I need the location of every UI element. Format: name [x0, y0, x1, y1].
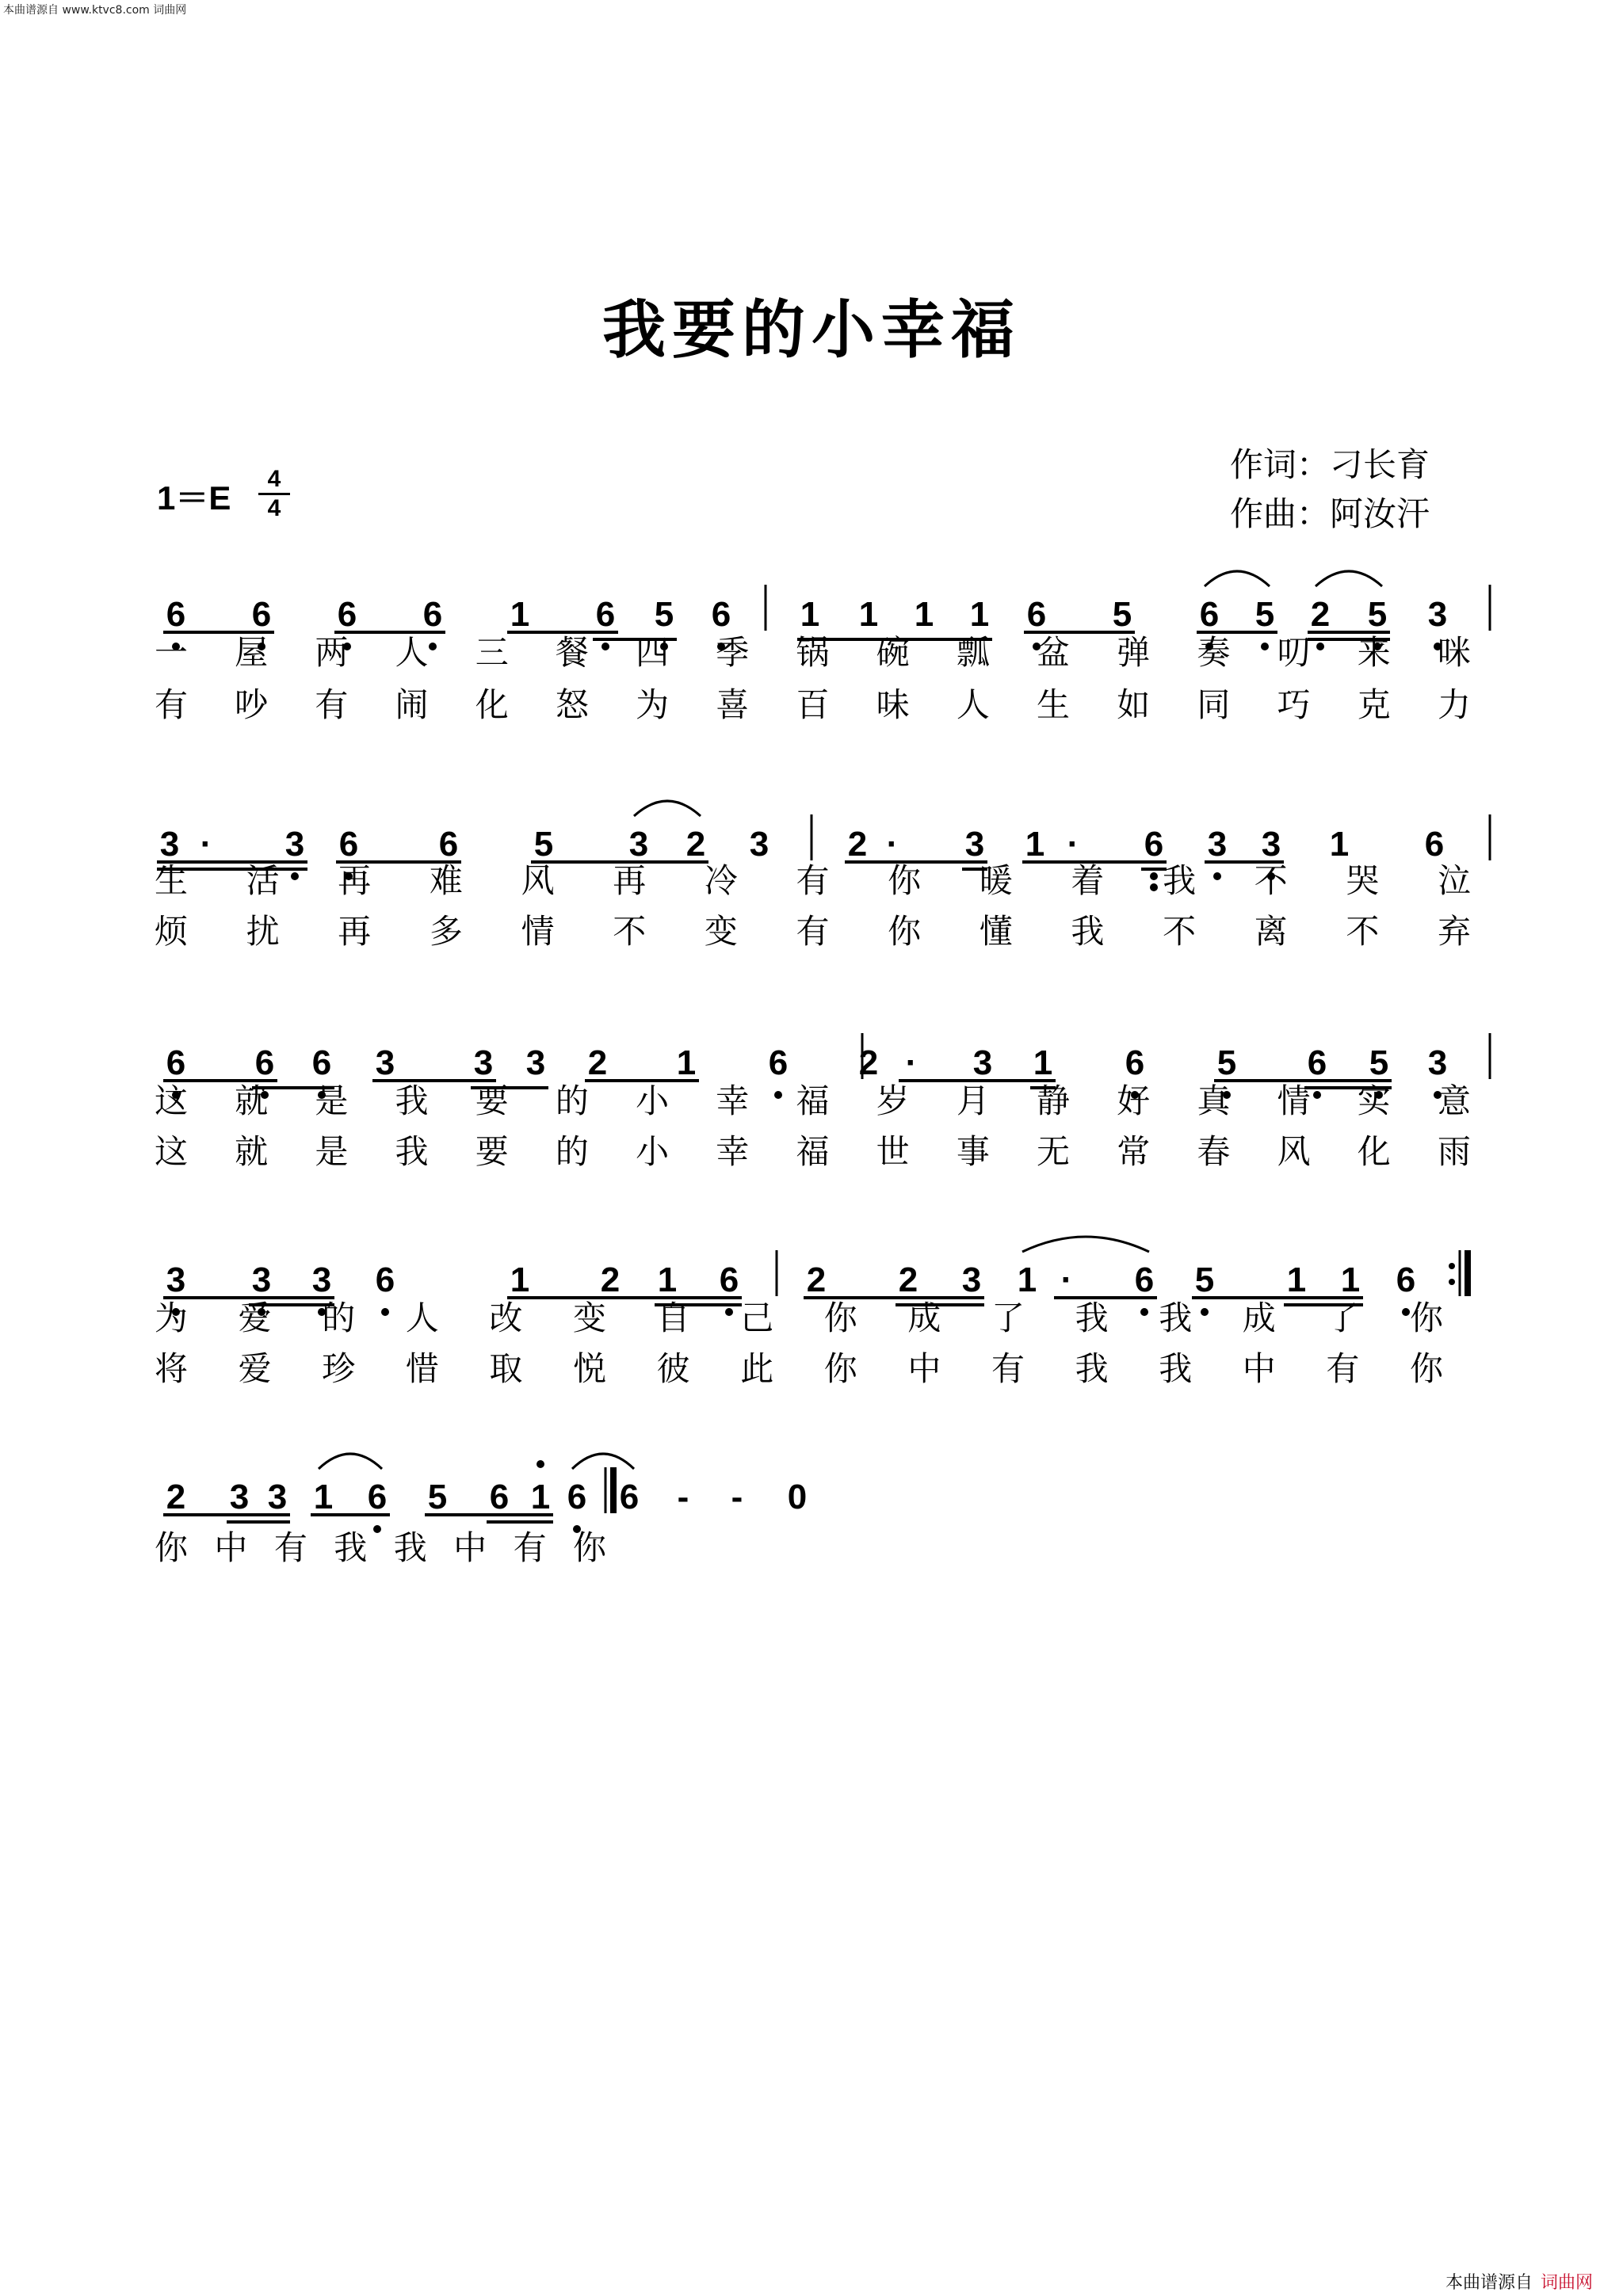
lyric-char: 离	[1254, 912, 1288, 951]
lyric-char: 屋	[235, 633, 269, 672]
lyric-char: 雨	[1437, 1132, 1472, 1171]
key-signature: 1＝E	[157, 479, 231, 517]
note: 3	[961, 1261, 982, 1299]
lyric-char: 福	[796, 1132, 830, 1171]
repeat-dot	[1449, 1263, 1455, 1269]
lyric-char: 实	[1357, 1081, 1391, 1120]
octave-dot	[1213, 872, 1221, 880]
lyric-char: 咪	[1437, 633, 1472, 672]
note: 1	[657, 1261, 678, 1299]
note: 5	[427, 1478, 448, 1516]
note: 6	[1199, 595, 1220, 634]
repeat-dot	[1449, 1279, 1455, 1285]
lyric-char: 闹	[395, 685, 429, 724]
note: 3	[1427, 595, 1448, 634]
note: 1	[1286, 1261, 1307, 1299]
lyric-char: 再	[338, 912, 372, 951]
lyric-char: 幸	[716, 1081, 750, 1120]
lyric-char: 不	[1346, 912, 1380, 951]
lyric-char: 有	[991, 1349, 1025, 1388]
lyric-char: 就	[235, 1132, 269, 1171]
lyric-char: 成	[1242, 1299, 1276, 1337]
note: 6	[1424, 825, 1445, 864]
note: 1	[1017, 1261, 1037, 1299]
note: 5	[1194, 1261, 1215, 1299]
note: 6	[567, 1478, 587, 1516]
lyric-char: 弹	[1117, 633, 1151, 672]
note: 6	[375, 1261, 395, 1299]
lyric-char: 你	[823, 1299, 857, 1337]
octave-dot	[381, 1308, 389, 1316]
top-watermark: 本曲谱源自 www.ktvc8.com 词曲网	[3, 4, 187, 17]
note: 5	[1369, 1043, 1389, 1082]
lyric-char: 同	[1197, 685, 1231, 724]
bottom-watermark-text: 本曲谱源自	[1445, 2273, 1533, 2293]
lyric-char: 就	[235, 1081, 269, 1120]
note: 6	[489, 1478, 510, 1516]
lyric-char: 锅	[796, 633, 830, 672]
note: 3	[972, 1043, 993, 1082]
octave-dot	[1150, 883, 1158, 891]
lyric-char: 无	[1037, 1132, 1071, 1171]
lyric-char: 己	[740, 1299, 774, 1337]
lyric-char: 吵	[235, 685, 269, 724]
note: 6	[337, 595, 357, 634]
lyric-char: 你	[1409, 1349, 1444, 1388]
lyric-char: 了	[991, 1299, 1025, 1337]
note: 5	[1367, 595, 1388, 634]
note: 3	[628, 825, 649, 864]
lyric-char: 四	[636, 633, 670, 672]
lyric-char: 爱	[238, 1299, 272, 1337]
note: 1	[530, 1478, 551, 1516]
octave-dot	[1313, 1091, 1321, 1099]
lyric-char: 扰	[246, 912, 280, 951]
note: 3	[375, 1043, 395, 1082]
note: 3	[525, 1043, 546, 1082]
lyric-char: 我	[1071, 912, 1105, 951]
note: 6	[422, 595, 443, 634]
lyric-char: 惜	[405, 1349, 439, 1388]
lyric-char: 我	[334, 1528, 368, 1567]
slur	[572, 1454, 634, 1469]
lyric-char: 中	[214, 1528, 248, 1567]
slur	[1205, 571, 1270, 586]
lyric-char: 中	[1242, 1349, 1276, 1388]
note: 1	[1033, 1043, 1053, 1082]
lyric-char: 泣	[1437, 861, 1472, 900]
lyric-char: 珍	[322, 1349, 356, 1388]
lyric-char: 生	[1037, 685, 1071, 724]
note: 1	[1329, 825, 1350, 864]
note: 2	[166, 1478, 186, 1516]
composer-credit: 作曲：阿汝汗	[1230, 494, 1430, 533]
note: 6	[338, 825, 359, 864]
lyric-char: 碗	[876, 633, 910, 672]
note: 1	[676, 1043, 697, 1082]
bottom-watermark-site: 词曲网	[1540, 2273, 1593, 2293]
note: 5	[1254, 595, 1275, 634]
octave-dot	[1201, 1308, 1209, 1316]
octave-dot	[601, 643, 609, 650]
note: 2	[806, 1261, 827, 1299]
lyric-char: 变	[572, 1299, 607, 1337]
note: 6	[711, 595, 731, 634]
lyric-char: 人	[395, 633, 429, 672]
slur	[1022, 1237, 1149, 1252]
lyric-char: 你	[154, 1528, 189, 1567]
note: 6	[1026, 595, 1047, 634]
octave-dot	[291, 872, 299, 880]
lyric-char: 不	[613, 912, 647, 951]
note: 1	[510, 1261, 530, 1299]
note: 3	[1207, 825, 1228, 864]
lyric-char: 有	[273, 1528, 307, 1567]
note: 1	[510, 595, 530, 634]
lyric-char: 你	[1409, 1299, 1444, 1337]
lyric-char: 改	[489, 1299, 523, 1337]
note: 6	[254, 1043, 275, 1082]
lyric-char: 巧	[1277, 685, 1311, 724]
note: 3	[749, 825, 769, 864]
note: 5	[533, 825, 554, 864]
lyric-char: 的	[555, 1081, 589, 1120]
note: 2	[898, 1261, 918, 1299]
octave-dot	[725, 1308, 733, 1316]
note: 2	[685, 825, 706, 864]
note: 5	[1112, 595, 1132, 634]
lyric-char: 福	[796, 1081, 830, 1120]
lyric-char: 岁	[876, 1081, 910, 1120]
note: ·	[200, 825, 212, 864]
note: 6	[166, 1043, 186, 1082]
slur	[1316, 571, 1382, 586]
lyric-char: 百	[796, 685, 830, 724]
lyric-char: 再	[613, 861, 647, 900]
note: 3	[473, 1043, 494, 1082]
octave-dot	[1150, 872, 1158, 880]
note: 1	[858, 595, 879, 634]
lyric-char: 懂	[979, 912, 1013, 951]
note: 3	[1261, 825, 1281, 864]
note: 3	[166, 1261, 186, 1299]
note: 3	[311, 1261, 332, 1299]
lyric-char: 瓢	[956, 633, 990, 672]
lyric-char: 克	[1357, 685, 1391, 724]
lyric-char: 小	[636, 1132, 670, 1171]
lyric-char: 真	[1197, 1081, 1231, 1120]
note: 2	[1310, 595, 1331, 634]
note: 1	[313, 1478, 334, 1516]
note: 5	[654, 595, 674, 634]
lyric-char: 悦	[572, 1349, 607, 1388]
lyric-char: 餐	[555, 633, 589, 672]
note: 2	[858, 1043, 879, 1082]
lyric-char: 春	[1197, 1132, 1231, 1171]
note: 2	[587, 1043, 608, 1082]
note: 6	[166, 595, 186, 634]
note: 1	[969, 595, 990, 634]
lyric-char: 幸	[716, 1132, 750, 1171]
lyric-char: 有	[796, 912, 830, 951]
lyric-char: 意	[1437, 1081, 1472, 1120]
note: 6	[719, 1261, 739, 1299]
lyric-char: 我	[1075, 1349, 1109, 1388]
lyric-char: 风	[1277, 1132, 1311, 1171]
lyric-char: 我	[395, 1132, 429, 1171]
lyric-char: 情	[521, 912, 555, 951]
lyric-char: 世	[876, 1132, 910, 1171]
note: 6	[251, 595, 272, 634]
time-signature-top: 4	[267, 466, 281, 492]
lyric-char: 此	[740, 1349, 774, 1388]
note: 6	[1125, 1043, 1145, 1082]
lyric-char: 变	[704, 912, 738, 951]
note: 1	[1340, 1261, 1361, 1299]
lyric-char: 我	[393, 1528, 427, 1567]
lyric-char: 来	[1357, 633, 1391, 672]
note: 1	[914, 595, 934, 634]
lyric-char: 彼	[656, 1349, 690, 1388]
lyric-char: 是	[315, 1132, 349, 1171]
lyric-char: 为	[154, 1299, 189, 1337]
lyric-char: 成	[907, 1299, 941, 1337]
note: 1	[800, 595, 820, 634]
lyric-char: 有	[1326, 1349, 1360, 1388]
octave-dot	[774, 1091, 782, 1099]
lyric-char: 味	[876, 685, 910, 724]
lyric-char: 如	[1117, 685, 1151, 724]
lyric-char: 弃	[1437, 912, 1472, 951]
lyric-char: 季	[716, 633, 750, 672]
note: 5	[1216, 1043, 1237, 1082]
note: 1	[1025, 825, 1045, 864]
lyric-char: 中	[907, 1349, 941, 1388]
lyric-char: 一	[154, 633, 189, 672]
lyric-char: 我	[1163, 861, 1197, 900]
lyric-char: 三	[475, 633, 509, 672]
lyric-char: 有	[796, 861, 830, 900]
octave-dot	[1316, 643, 1324, 650]
octave-dot	[1140, 1308, 1148, 1316]
octave-dot	[1402, 1308, 1410, 1316]
note: 3	[267, 1478, 288, 1516]
note: 6	[1307, 1043, 1327, 1082]
time-signature-bottom: 4	[267, 495, 281, 521]
note: 6	[367, 1478, 388, 1516]
note: 6	[1396, 1261, 1416, 1299]
lyric-char: 活	[246, 861, 280, 900]
lyric-char: 静	[1037, 1081, 1071, 1120]
note: ·	[1067, 825, 1079, 864]
lyric-char: 情	[1277, 1081, 1311, 1120]
lyric-char: 多	[429, 912, 463, 951]
lyric-char: 你	[572, 1528, 607, 1567]
lyric-char: 不	[1254, 861, 1288, 900]
lyric-char: 这	[154, 1132, 189, 1171]
note: ·	[905, 1043, 918, 1082]
lyric-char: 再	[338, 861, 372, 900]
lyric-char: 暖	[979, 861, 1013, 900]
lyric-char: 生	[154, 861, 189, 900]
note: 6	[311, 1043, 332, 1082]
slur	[634, 801, 701, 816]
lyric-char: 是	[315, 1081, 349, 1120]
note: 6	[768, 1043, 789, 1082]
note: 3	[285, 825, 305, 864]
lyric-char: 哭	[1346, 861, 1380, 900]
note: 3	[229, 1478, 250, 1516]
lyric-char: 了	[1326, 1299, 1360, 1337]
lyric-char: 这	[154, 1081, 189, 1120]
note: -	[677, 1478, 689, 1516]
lyric-char: 怒	[555, 685, 589, 724]
lyric-char: 月	[956, 1081, 990, 1120]
note: ·	[886, 825, 899, 864]
note: 0	[787, 1478, 808, 1516]
note: 6	[1134, 1261, 1155, 1299]
note: -	[731, 1478, 743, 1516]
song-title: 我要的小幸福	[602, 292, 1021, 367]
lyric-char: 要	[475, 1132, 509, 1171]
note: 6	[1144, 825, 1164, 864]
note: 6	[438, 825, 459, 864]
lyric-char: 的	[555, 1132, 589, 1171]
lyric-char: 不	[1163, 912, 1197, 951]
lyric-char: 事	[956, 1132, 990, 1171]
lyric-char: 小	[636, 1081, 670, 1120]
lyric-char: 有	[513, 1528, 547, 1567]
lyric-char: 两	[315, 633, 349, 672]
lyric-char: 化	[475, 685, 509, 724]
lyric-char: 你	[888, 861, 922, 900]
lyric-char: 我	[395, 1081, 429, 1120]
lyric-char: 有	[154, 685, 189, 724]
lyric-char: 化	[1357, 1132, 1391, 1171]
octave-dot	[537, 1460, 544, 1468]
lyric-char: 盆	[1037, 633, 1071, 672]
note: ·	[1060, 1261, 1073, 1299]
note: 3	[159, 825, 180, 864]
lyric-char: 我	[1075, 1299, 1109, 1337]
lyric-char: 冷	[704, 861, 738, 900]
note: 3	[251, 1261, 272, 1299]
lyric-char: 难	[429, 861, 463, 900]
lyric-char: 为	[636, 685, 670, 724]
lyric-char: 你	[888, 912, 922, 951]
lyric-char: 常	[1117, 1132, 1151, 1171]
note: 3	[964, 825, 985, 864]
lyric-char: 奏	[1197, 633, 1231, 672]
lyric-char: 好	[1117, 1081, 1151, 1120]
octave-dot	[429, 643, 437, 650]
octave-dot	[373, 1525, 381, 1533]
lyric-char: 力	[1437, 685, 1472, 724]
lyricist-credit: 作词：刁长育	[1230, 445, 1430, 484]
lyric-char: 人	[405, 1299, 439, 1337]
lyric-char: 人	[956, 685, 990, 724]
note: 3	[1427, 1043, 1448, 1082]
note: 2	[847, 825, 868, 864]
lyric-char: 我	[1159, 1299, 1193, 1337]
lyric-char: 有	[315, 685, 349, 724]
lyric-char: 风	[521, 861, 555, 900]
octave-dot	[1261, 643, 1269, 650]
lyric-char: 的	[322, 1299, 356, 1337]
slur	[319, 1454, 382, 1469]
lyric-char: 着	[1071, 861, 1105, 900]
lyric-char: 我	[1159, 1349, 1193, 1388]
lyric-char: 喜	[716, 685, 750, 724]
lyric-char: 取	[489, 1349, 523, 1388]
lyric-char: 烦	[154, 912, 189, 951]
lyric-char: 叨	[1277, 633, 1311, 672]
lyric-char: 将	[154, 1349, 189, 1388]
note: 6	[619, 1478, 640, 1516]
lyric-char: 中	[453, 1528, 487, 1567]
bottom-watermark	[1445, 2269, 1593, 2294]
note: 2	[600, 1261, 621, 1299]
lyric-char: 爱	[238, 1349, 272, 1388]
lyric-char: 自	[656, 1299, 690, 1337]
lyric-char: 要	[475, 1081, 509, 1120]
lyric-char: 你	[823, 1349, 857, 1388]
note: 6	[595, 595, 616, 634]
